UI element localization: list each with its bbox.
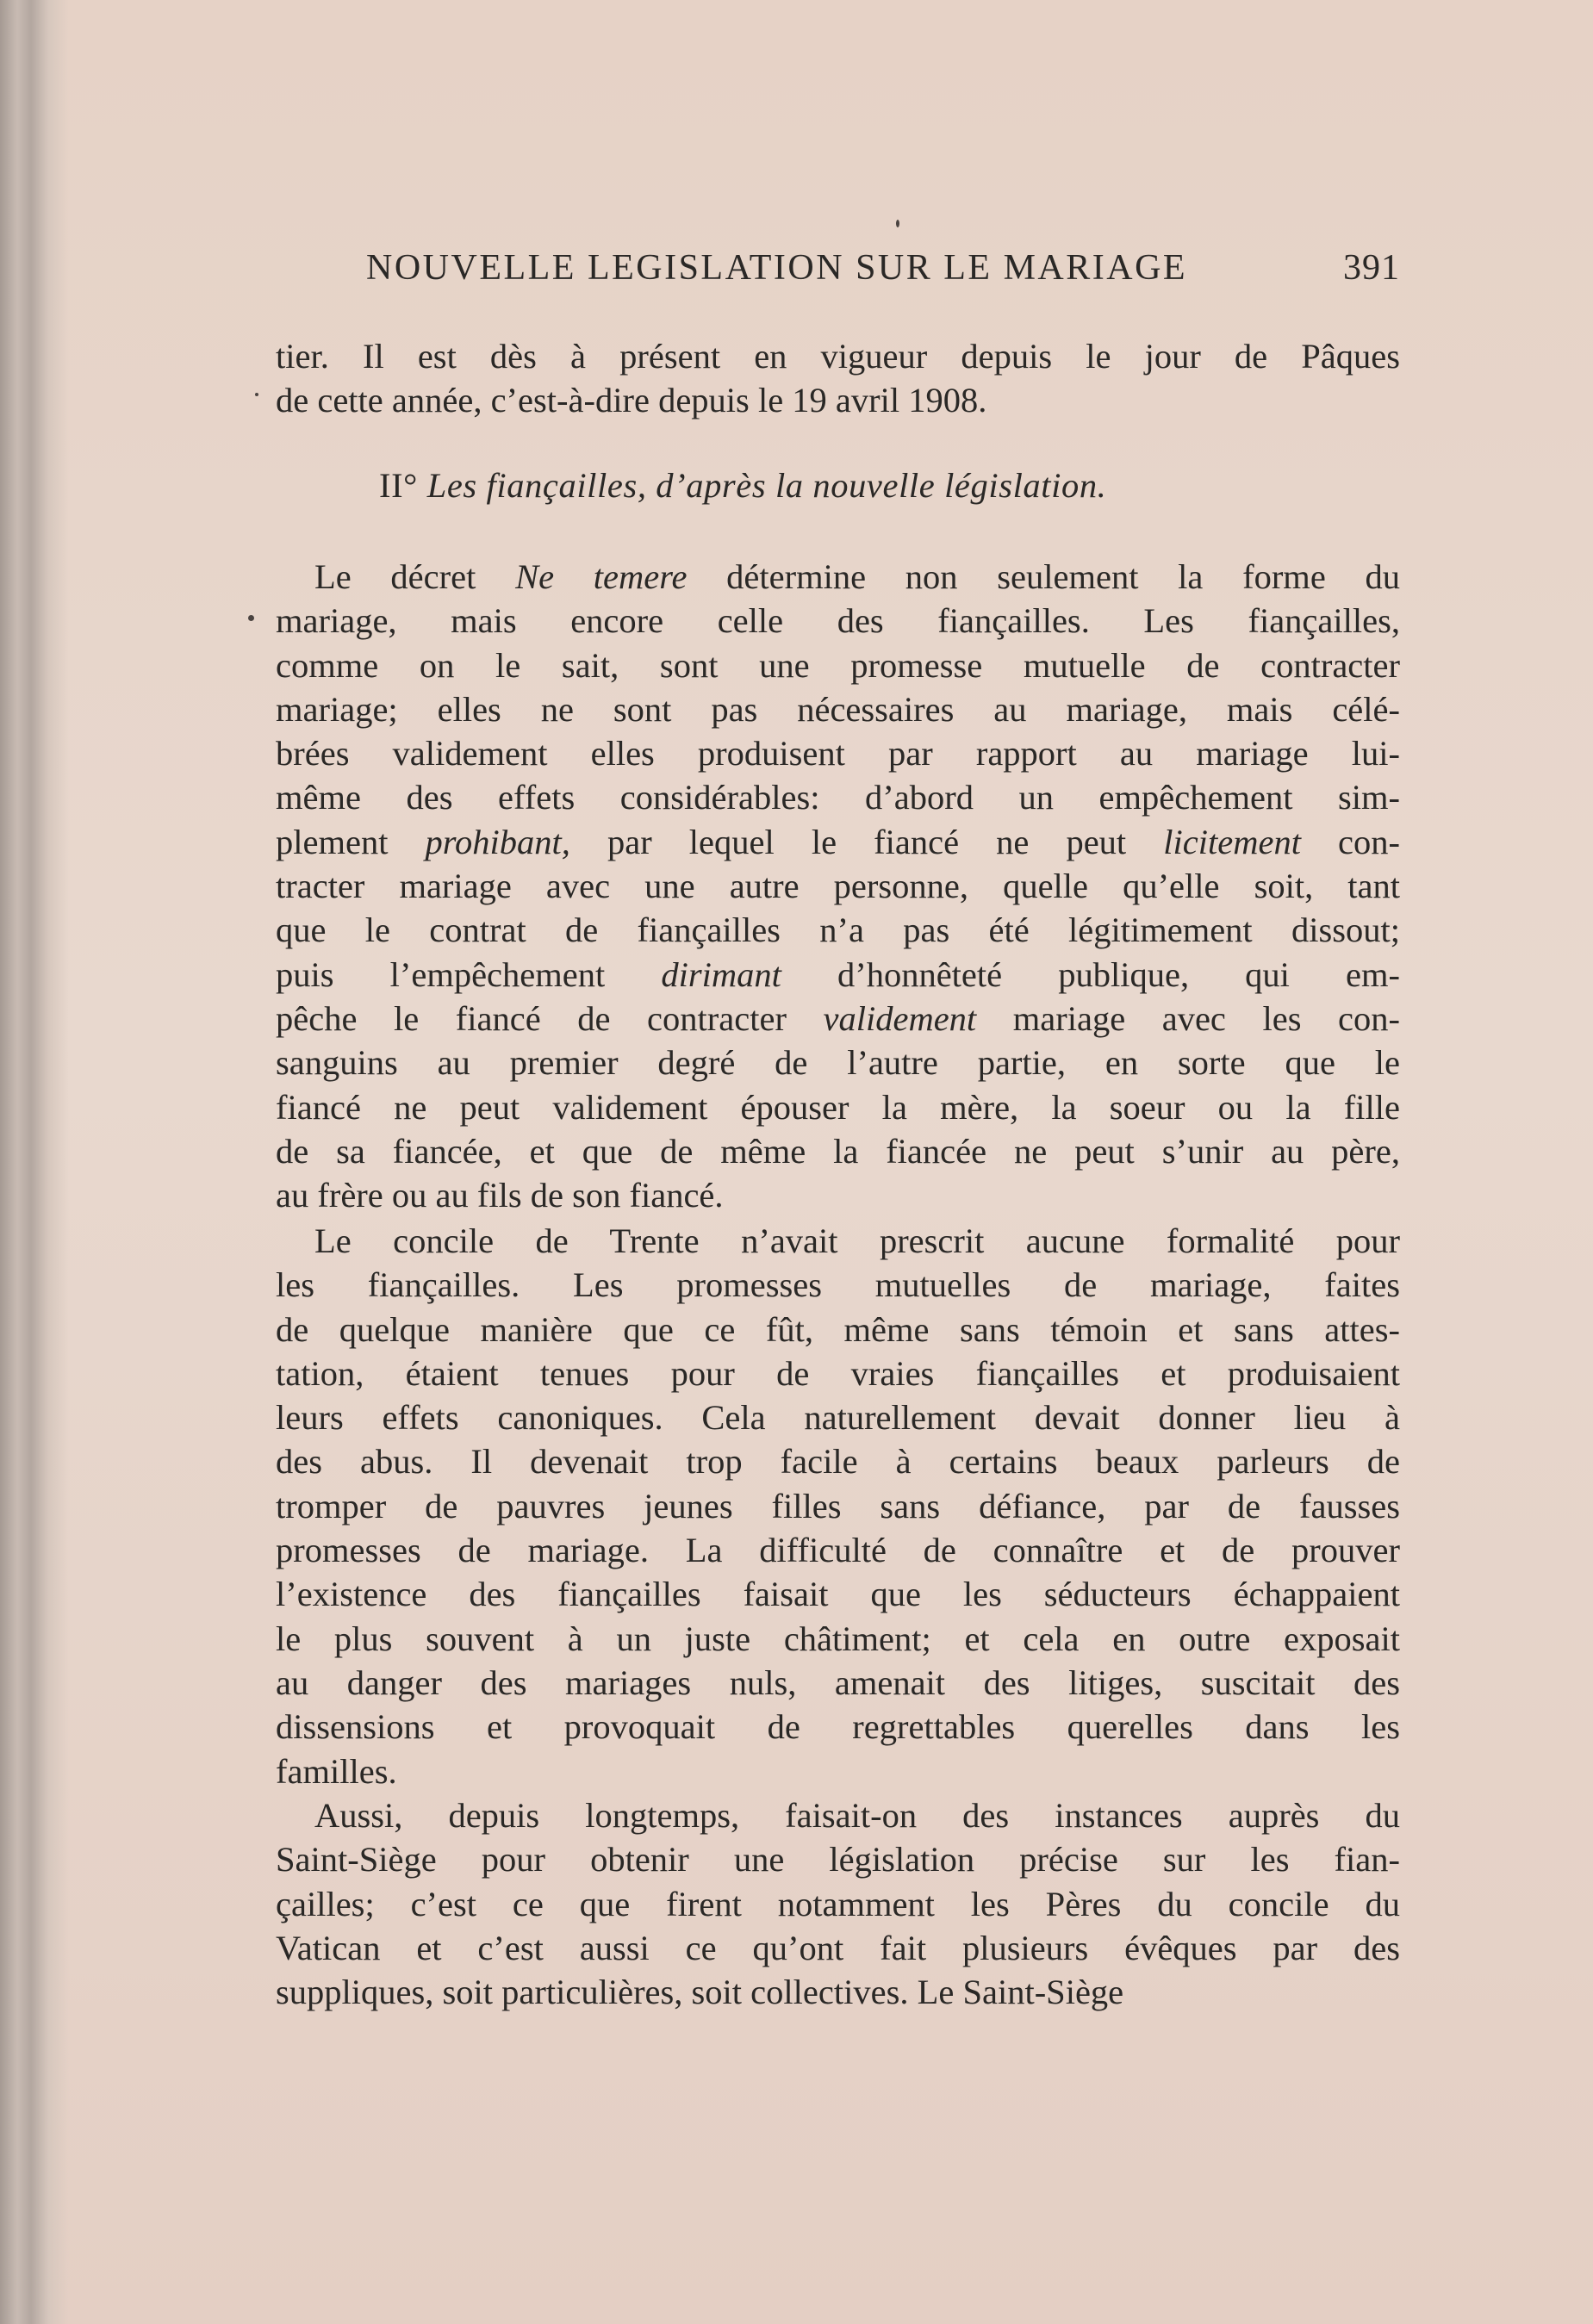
paragraph-2-line: tracter mariage avec une autre personne, quelle qu’elle soit, tant bbox=[276, 867, 1400, 906]
paragraph-3-line: les fiançailles. Les promesses mutuelles de mariage, faites bbox=[276, 1265, 1400, 1305]
paragraph-3-line: de quelque manière que ce fût, même sans témoin et sans attes- bbox=[276, 1309, 1400, 1349]
paragraph-4-line: Saint-Siège pour obtenir une législation précise sur les fian- bbox=[276, 1840, 1400, 1880]
paragraph-4-line: Aussi, depuis longtemps, faisait-on des instances auprès du bbox=[314, 1796, 1400, 1835]
paragraph-3-line: familles. bbox=[276, 1751, 397, 1791]
italic-term: prohibant, bbox=[425, 822, 570, 861]
section-numeral: II° bbox=[379, 466, 418, 505]
paragraph-3-line: au danger des mariages nuls, amenait des litiges, suscitait des bbox=[276, 1662, 1400, 1702]
italic-term: validement bbox=[823, 998, 977, 1038]
italic-term: licitement bbox=[1163, 822, 1301, 861]
paragraph-2 bbox=[276, 555, 1400, 1217]
paragraph-3-line: tation, étaient tenues pour de vraies fiançailles et produisaient bbox=[276, 1353, 1400, 1393]
paragraph-3-line: Le concile de Trente n’avait prescrit aucune formalité pour bbox=[314, 1221, 1400, 1260]
page-speck bbox=[248, 615, 254, 621]
paragraph-2-line: puis l’empêchement dirimant d’honnêteté publique, qui em- bbox=[276, 954, 1400, 994]
paragraph-2-line: sanguins au premier degré de l’autre partie, en sorte que le bbox=[276, 1043, 1400, 1083]
paragraph-2-line: même des effets considérables: d’abord un empêchement sim- bbox=[276, 778, 1400, 817]
running-head-title: NOUVELLE LEGISLATION SUR LE MARIAGE bbox=[366, 248, 1188, 288]
page-speck bbox=[896, 220, 899, 227]
section-heading bbox=[379, 463, 1106, 508]
paragraph-2-line: comme on le sait, sont une promesse mutuelle de contracter bbox=[276, 645, 1400, 685]
paragraph-2-line: pêche le fiancé de contracter validement mariage avec les con- bbox=[276, 998, 1400, 1038]
page-speck bbox=[255, 393, 258, 396]
paragraph-3-line: leurs effets canoniques. Cela naturellement devait donner lieu à bbox=[276, 1398, 1400, 1438]
italic-term: dirimant bbox=[661, 954, 781, 994]
italic-term: Ne temere bbox=[515, 557, 688, 596]
paragraph-2-line: mariage, mais encore celle des fiançailles. Les fiançailles, bbox=[276, 601, 1400, 641]
section-title: Les fiançailles, d’après la nouvelle législation. bbox=[426, 466, 1107, 505]
running-head bbox=[366, 245, 1400, 290]
page-number: 391 bbox=[1343, 248, 1400, 288]
paragraph-4-line: Vatican et c’est aussi ce qu’ont fait plusieurs évêques par des bbox=[276, 1928, 1400, 1967]
paragraph-2-line: mariage; elles ne sont pas nécessaires au mariage, mais célé- bbox=[276, 689, 1400, 729]
paragraph-2-line: que le contrat de fiançailles n’a pas été légitimement dissout; bbox=[276, 910, 1400, 950]
paragraph-1 bbox=[276, 334, 1400, 423]
paragraph-1-line: de cette année, c’est-à-dire depuis le 19 avril 1908. bbox=[276, 381, 987, 420]
paragraph-1-line: tier. Il est dès à présent en vigueur depuis le jour de Pâques bbox=[276, 337, 1400, 376]
paragraph-2-line: Le décret Ne temere détermine non seulement la forme du bbox=[314, 557, 1400, 596]
paragraph-2-line: brées validement elles produisent par rapport au mariage lui- bbox=[276, 734, 1400, 774]
book-page bbox=[276, 0, 1400, 2324]
paragraph-2-line: au frère ou au fils de son fiancé. bbox=[276, 1176, 724, 1215]
paragraph-3-line: dissensions et provoquait de regrettables querelles dans les bbox=[276, 1707, 1400, 1747]
paragraph-4-line: çailles; c’est ce que firent notamment les Pères du concile du bbox=[276, 1884, 1400, 1923]
paragraph-3-line: le plus souvent à un juste châtiment; et cela en outre exposait bbox=[276, 1619, 1400, 1658]
paragraph-4 bbox=[276, 1793, 1400, 2014]
paragraph-2-line: de sa fiancée, et que de même la fiancée ne peut s’unir au père, bbox=[276, 1131, 1400, 1171]
paragraph-4-line: suppliques, soit particulières, soit collectives. Le Saint-Siège bbox=[276, 1973, 1124, 2012]
paragraph-3-line: tromper de pauvres jeunes filles sans défiance, par de fausses bbox=[276, 1486, 1400, 1526]
paragraph-3-line: l’existence des fiançailles faisait que les séducteurs échappaient bbox=[276, 1575, 1400, 1614]
paragraph-2-line: plement prohibant, par lequel le fiancé ne peut licitement con- bbox=[276, 822, 1400, 861]
paragraph-3-line: des abus. Il devenait trop facile à certains beaux parleurs de bbox=[276, 1442, 1400, 1482]
paragraph-3-line: promesses de mariage. La difficulté de connaître et de prouver bbox=[276, 1531, 1400, 1570]
paragraph-2-line: fiancé ne peut validement épouser la mère, la soeur ou la fille bbox=[276, 1087, 1400, 1127]
paragraph-3 bbox=[276, 1219, 1400, 1793]
book-spine-shadow bbox=[0, 0, 69, 2324]
